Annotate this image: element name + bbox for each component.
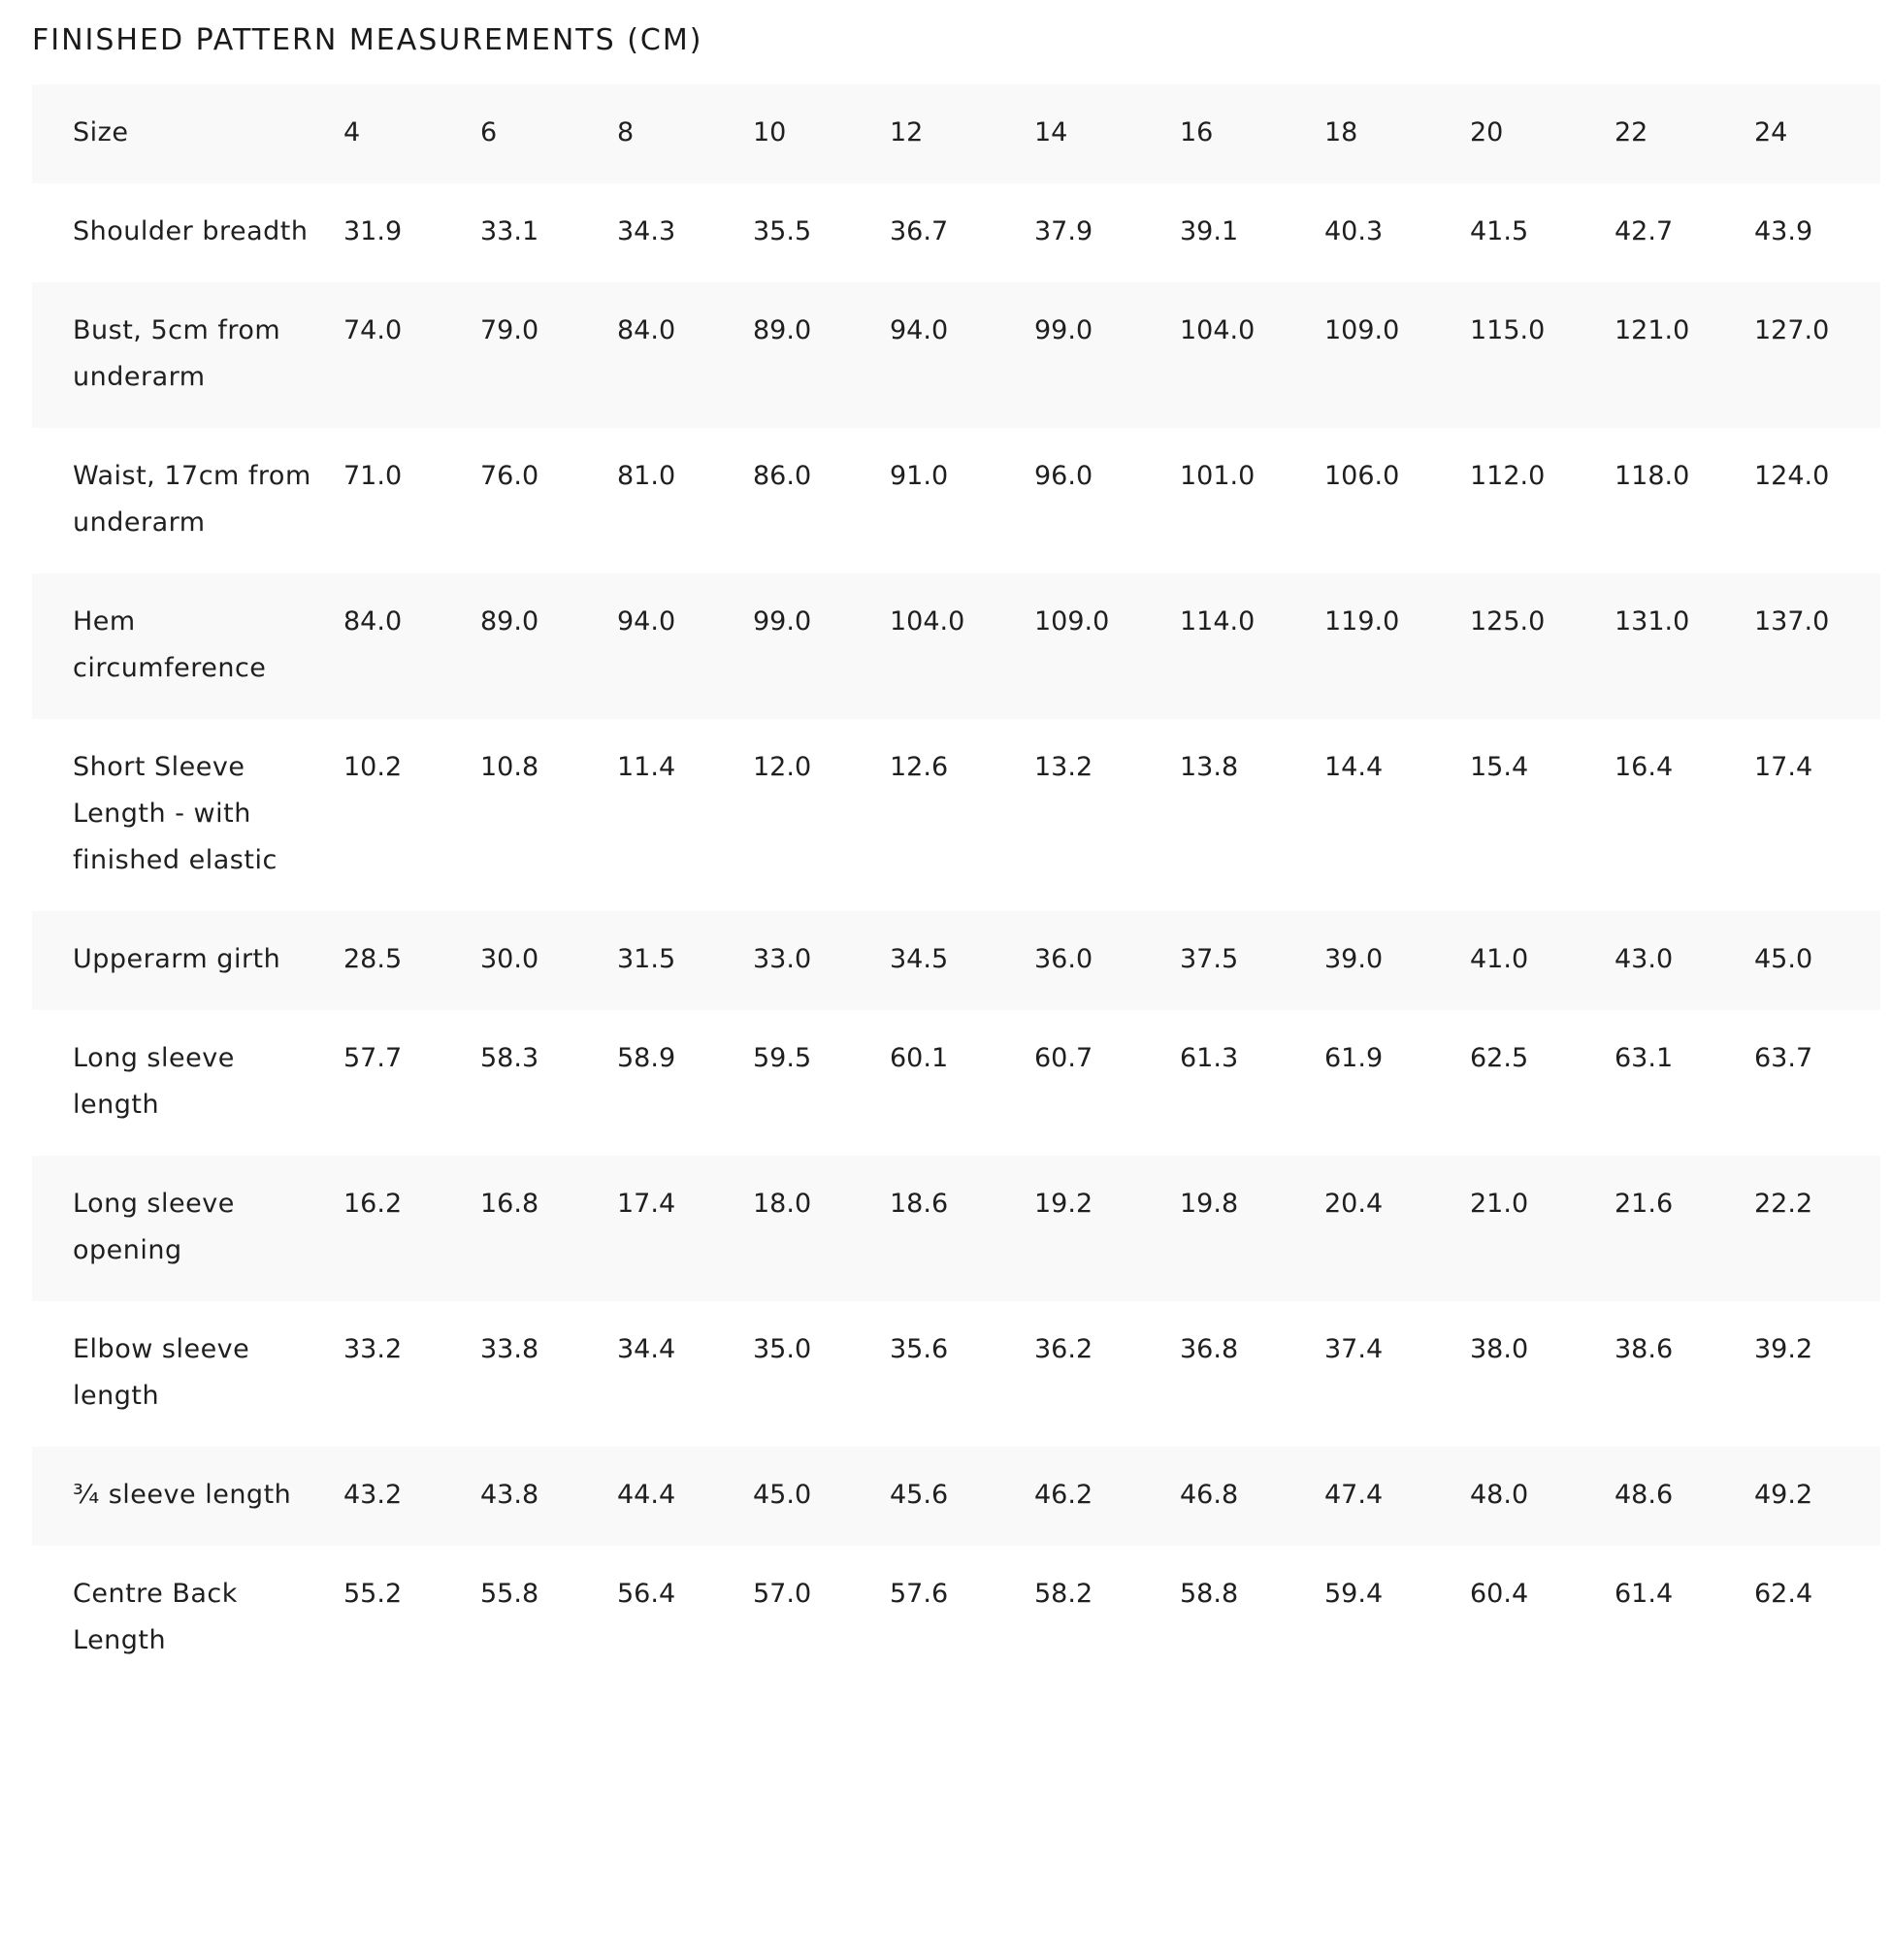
measurement-value: 16.4: [1615, 719, 1754, 911]
measurement-value: 124.0: [1754, 428, 1880, 573]
measurement-label: Elbow sleeve length: [32, 1301, 343, 1447]
measurement-value: 48.6: [1615, 1447, 1754, 1546]
measurement-value: 17.4: [617, 1156, 753, 1301]
measurement-value: 84.0: [343, 573, 480, 719]
table-row: [32, 1447, 1880, 1546]
measurement-value: 35.5: [753, 183, 890, 282]
page-title: FINISHED PATTERN MEASUREMENTS (CM): [32, 23, 703, 57]
measurement-value: 36.0: [1034, 911, 1180, 1010]
measurement-value: 33.0: [753, 911, 890, 1010]
measurement-value: 21.6: [1615, 1156, 1754, 1301]
measurement-value: 58.9: [617, 1010, 753, 1156]
measurement-value: 17.4: [1754, 719, 1880, 911]
measurement-value: 33.1: [480, 183, 617, 282]
measurement-value: 60.4: [1470, 1546, 1615, 1691]
table-row: [32, 183, 1880, 282]
table-row: [32, 911, 1880, 1010]
table-row: [32, 573, 1880, 719]
measurement-value: 46.8: [1180, 1447, 1324, 1546]
measurement-value: 96.0: [1034, 428, 1180, 573]
table-row: [32, 1010, 1880, 1156]
measurement-value: 31.5: [617, 911, 753, 1010]
measurement-value: 114.0: [1180, 573, 1324, 719]
measurement-value: 57.0: [753, 1546, 890, 1691]
measurement-value: 45.0: [753, 1447, 890, 1546]
measurement-value: 94.0: [890, 282, 1034, 428]
measurement-value: 18.6: [890, 1156, 1034, 1301]
size-header-cell: 18: [1324, 84, 1470, 183]
size-header-cell: 10: [753, 84, 890, 183]
measurement-value: 48.0: [1470, 1447, 1615, 1546]
measurement-label: Shoulder breadth: [32, 183, 343, 282]
measurement-value: 55.2: [343, 1546, 480, 1691]
measurement-value: 34.4: [617, 1301, 753, 1447]
size-header-cell: 16: [1180, 84, 1324, 183]
measurement-value: 39.2: [1754, 1301, 1880, 1447]
measurement-value: 38.0: [1470, 1301, 1615, 1447]
measurement-value: 99.0: [753, 573, 890, 719]
measurement-label: Waist, 17cm from underarm: [32, 428, 343, 573]
measurement-value: 131.0: [1615, 573, 1754, 719]
measurement-value: 119.0: [1324, 573, 1470, 719]
measurement-value: 39.0: [1324, 911, 1470, 1010]
measurement-value: 21.0: [1470, 1156, 1615, 1301]
measurement-value: 33.8: [480, 1301, 617, 1447]
measurement-label: Bust, 5cm from underarm: [32, 282, 343, 428]
measurement-value: 12.6: [890, 719, 1034, 911]
measurement-value: 49.2: [1754, 1447, 1880, 1546]
measurement-label: Hem circumference: [32, 573, 343, 719]
measurement-value: 58.8: [1180, 1546, 1324, 1691]
measurement-value: 13.8: [1180, 719, 1324, 911]
measurement-label: ³⁄₄ sleeve length: [32, 1447, 343, 1546]
measurement-value: 45.0: [1754, 911, 1880, 1010]
measurement-value: 41.0: [1470, 911, 1615, 1010]
size-header-cell: 22: [1615, 84, 1754, 183]
measurement-value: 36.7: [890, 183, 1034, 282]
measurement-value: 58.3: [480, 1010, 617, 1156]
measurement-value: 19.8: [1180, 1156, 1324, 1301]
measurement-value: 10.2: [343, 719, 480, 911]
measurement-value: 34.3: [617, 183, 753, 282]
measurement-label: Centre Back Length: [32, 1546, 343, 1691]
measurement-value: 71.0: [343, 428, 480, 573]
measurement-value: 37.5: [1180, 911, 1324, 1010]
measurement-value: 104.0: [1180, 282, 1324, 428]
measurement-value: 58.2: [1034, 1546, 1180, 1691]
measurement-value: 30.0: [480, 911, 617, 1010]
measurement-value: 61.9: [1324, 1010, 1470, 1156]
measurement-value: 101.0: [1180, 428, 1324, 573]
measurement-value: 61.3: [1180, 1010, 1324, 1156]
measurement-value: 42.7: [1615, 183, 1754, 282]
table-row: [32, 1546, 1880, 1691]
measurement-label: Long sleeve length: [32, 1010, 343, 1156]
measurement-value: 60.1: [890, 1010, 1034, 1156]
measurement-value: 109.0: [1034, 573, 1180, 719]
table-row: [32, 428, 1880, 573]
measurement-value: 12.0: [753, 719, 890, 911]
measurement-value: 45.6: [890, 1447, 1034, 1546]
measurement-value: 56.4: [617, 1546, 753, 1691]
measurement-value: 99.0: [1034, 282, 1180, 428]
measurement-value: 55.8: [480, 1546, 617, 1691]
measurement-value: 43.0: [1615, 911, 1754, 1010]
measurement-value: 84.0: [617, 282, 753, 428]
measurement-value: 35.6: [890, 1301, 1034, 1447]
measurement-value: 60.7: [1034, 1010, 1180, 1156]
measurement-value: 125.0: [1470, 573, 1615, 719]
measurement-value: 41.5: [1470, 183, 1615, 282]
measurement-label: Upperarm girth: [32, 911, 343, 1010]
measurement-value: 37.9: [1034, 183, 1180, 282]
measurement-value: 86.0: [753, 428, 890, 573]
measurement-value: 63.7: [1754, 1010, 1880, 1156]
measurement-value: 39.1: [1180, 183, 1324, 282]
measurement-value: 43.8: [480, 1447, 617, 1546]
size-header-cell: 24: [1754, 84, 1880, 183]
measurement-value: 28.5: [343, 911, 480, 1010]
measurement-value: 89.0: [753, 282, 890, 428]
measurement-value: 10.8: [480, 719, 617, 911]
measurement-value: 11.4: [617, 719, 753, 911]
size-header-cell: 12: [890, 84, 1034, 183]
measurement-value: 137.0: [1754, 573, 1880, 719]
size-header-cell: 8: [617, 84, 753, 183]
measurement-value: 47.4: [1324, 1447, 1470, 1546]
measurement-value: 112.0: [1470, 428, 1615, 573]
measurement-value: 37.4: [1324, 1301, 1470, 1447]
measurement-value: 40.3: [1324, 183, 1470, 282]
measurement-value: 89.0: [480, 573, 617, 719]
table-row: [32, 282, 1880, 428]
table-body: [32, 84, 1880, 1691]
measurement-value: 36.8: [1180, 1301, 1324, 1447]
measurement-value: 13.2: [1034, 719, 1180, 911]
measurement-value: 115.0: [1470, 282, 1615, 428]
measurement-value: 59.5: [753, 1010, 890, 1156]
table-row: [32, 1301, 1880, 1447]
measurement-value: 121.0: [1615, 282, 1754, 428]
measurement-value: 94.0: [617, 573, 753, 719]
size-header-cell: 14: [1034, 84, 1180, 183]
measurement-value: 79.0: [480, 282, 617, 428]
measurement-value: 16.2: [343, 1156, 480, 1301]
measurement-value: 36.2: [1034, 1301, 1180, 1447]
measurement-value: 57.7: [343, 1010, 480, 1156]
measurement-value: 35.0: [753, 1301, 890, 1447]
measurement-label: Long sleeve opening: [32, 1156, 343, 1301]
measurement-value: 31.9: [343, 183, 480, 282]
measurement-value: 43.9: [1754, 183, 1880, 282]
measurement-value: 118.0: [1615, 428, 1754, 573]
size-header-cell: 20: [1470, 84, 1615, 183]
measurement-value: 109.0: [1324, 282, 1470, 428]
measurement-value: 63.1: [1615, 1010, 1754, 1156]
measurement-value: 62.4: [1754, 1546, 1880, 1691]
measurement-value: 38.6: [1615, 1301, 1754, 1447]
measurement-value: 18.0: [753, 1156, 890, 1301]
table-header-row: [32, 84, 1880, 183]
measurement-value: 61.4: [1615, 1546, 1754, 1691]
measurement-value: 19.2: [1034, 1156, 1180, 1301]
measurement-value: 59.4: [1324, 1546, 1470, 1691]
measurement-value: 15.4: [1470, 719, 1615, 911]
measurement-value: 14.4: [1324, 719, 1470, 911]
measurement-value: 34.5: [890, 911, 1034, 1010]
measurement-value: 43.2: [343, 1447, 480, 1546]
measurement-value: 104.0: [890, 573, 1034, 719]
measurement-value: 57.6: [890, 1546, 1034, 1691]
table-row: [32, 719, 1880, 911]
measurement-value: 33.2: [343, 1301, 480, 1447]
measurement-value: 62.5: [1470, 1010, 1615, 1156]
measurement-value: 20.4: [1324, 1156, 1470, 1301]
measurement-value: 46.2: [1034, 1447, 1180, 1546]
measurement-value: 16.8: [480, 1156, 617, 1301]
size-header-label: Size: [32, 84, 343, 183]
measurement-label: Short Sleeve Length - with finished elastic: [32, 719, 343, 911]
measurement-value: 81.0: [617, 428, 753, 573]
size-header-cell: 6: [480, 84, 617, 183]
size-header-cell: 4: [343, 84, 480, 183]
measurement-value: 106.0: [1324, 428, 1470, 573]
measurements-table: [32, 84, 1880, 1691]
measurement-value: 127.0: [1754, 282, 1880, 428]
table-row: [32, 1156, 1880, 1301]
measurement-value: 74.0: [343, 282, 480, 428]
measurement-value: 91.0: [890, 428, 1034, 573]
measurement-value: 44.4: [617, 1447, 753, 1546]
measurement-value: 22.2: [1754, 1156, 1880, 1301]
measurement-value: 76.0: [480, 428, 617, 573]
